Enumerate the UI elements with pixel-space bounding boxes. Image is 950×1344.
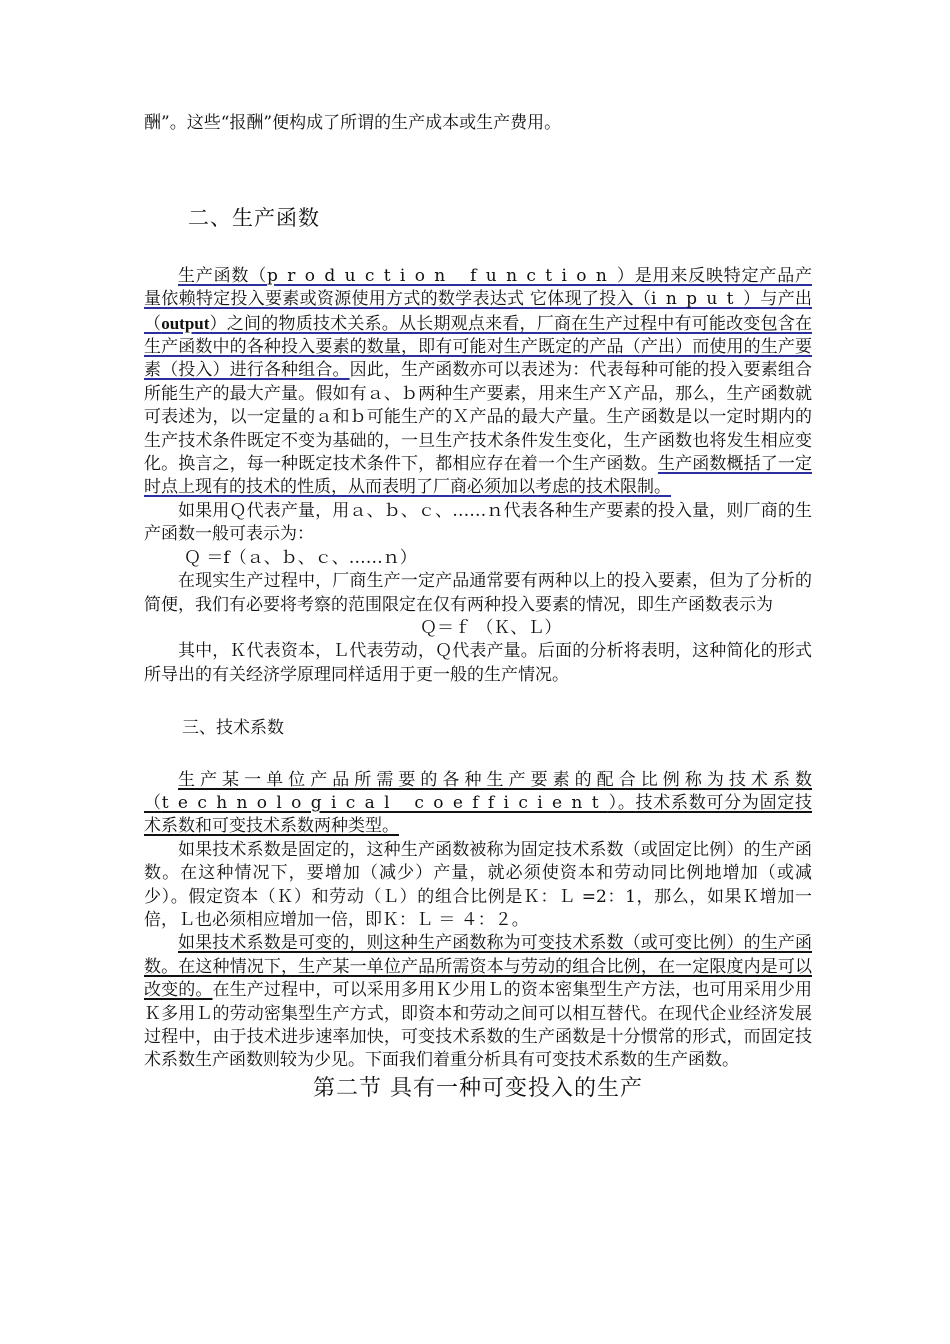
formula-general: Ｑ ＝f（ａ、ｂ、ｃ、……ｎ）: [184, 547, 417, 568]
underlined-coefficient-definition: 生产某一单位产品所需要的各种生产要素的配合比例称为技术系数（technological coefficient）。: [144, 769, 812, 813]
underlined-definition: 生产函数（production function）是用来反映特定产品产量依赖特定投入要素或资源使用方式的数学表达式 它体现了投入（input）与产出（output）之间的物质技术关系。从长期观点来看，厂商在生产过程中有可能改变包含在生产函数中的各种投入要素的数量，即有可能对生产既定的产品（产出）而使用的生产要素（投入）进行各种组合。: [144, 265, 813, 381]
paragraph-technical-coefficient-definition: [144, 769, 812, 839]
paragraph-general-form: 如果用Ｑ代表产量，用ａ、ｂ、ｃ、……ｎ代表各种生产要素的投入量，则厂商的生产函数一般可表示为：: [144, 500, 812, 545]
paragraph-continuation: 酬”。这些“报酬”便构成了所谓的生产成本或生产费用。: [144, 113, 562, 133]
heading-section-2: 第二节 具有一种可变投入的生产: [313, 1075, 643, 1101]
paragraph-variables: 其中，Ｋ代表资本，Ｌ代表劳动，Ｑ代表产量。后面的分析将表明，这种简化的形式所导出的有关经济学原理同样适用于更一般的生产情况。: [144, 641, 812, 685]
formula-two-inputs: Ｑ＝ｆ （Ｋ、Ｌ）: [420, 617, 562, 638]
underlined-coefficient-types: 技术系数可分为固定技术系数和可变技术系数两种类型。: [144, 792, 813, 837]
heading-technical-coefficient: 三、技术系数: [182, 718, 284, 739]
document-page: [144, 112, 812, 1100]
paragraph-fixed-coefficient: 如果技术系数是固定的，这种生产函数被称为固定技术系数（或固定比例）的生产函数。在这种情况下，要增加（减少）产量，就必须使资本和劳动同比例地增加（或减少）。假定资本（Ｋ）和劳动（Ｌ）的组合比例是Ｋ：Ｌ =2：1，那么，如果Ｋ增加一倍，Ｌ也必须相应增加一倍，即Ｋ：Ｌ ＝ ４：２。: [144, 839, 812, 930]
underlined-variable-coefficient: 如果技术系数是可变的，则这种生产函数称为可变技术系数（或可变比例）的生产函数。在这种情况下，生产某一单位产品所需资本与劳动的组合比例，在一定限度内是可以改变的。: [144, 933, 812, 1001]
underlined-summary: 生产函数概括了一定时点上现有的技术的性质，从而表明了厂商必须加以考虑的技术限制。: [144, 454, 813, 498]
paragraph-production-function-definition: 生产函数（production function）是用来反映特定产品产量依赖特定投入要素或资源使用方式的数学表达式 它体现了投入（input）与产出（output）之间的物质技术关系。从长期观点来看，厂商在生产过程中有可能改变包含在生产函数中的各种投入要素的数量，即有可能对生产既定的产品（产出）而使用的生产要素（投入）进行各种组合。因此，生产函数亦可以表述为：代表每种可能的投入要素组合所能生产的最大产量。假如有ａ、ｂ两种生产要素，用来生产Ｘ产品，那么，生产函数就可表述为，以一定量的ａ和ｂ可能生产的Ｘ产品的最大产量。生产函数是以一定时期内的生产技术条件既定不变为基础的，一旦生产技术条件发生变化，生产函数也将发生相应变化。换言之，每一种既定技术条件下，都相应存在着一个生产函数。生产函数概括了一定时点上现有的技术的性质，从而表明了厂商必须加以考虑的技术限制。: [144, 265, 813, 498]
paragraph-two-inputs: 在现实生产过程中，厂商生产一定产品通常要有两种以上的投入要素，但为了分析的简便，我们有必要将考察的范围限定在仅有两种投入要素的情况，即生产函数表示为: [144, 571, 812, 615]
heading-production-function: 二、生产函数: [188, 206, 320, 231]
paragraph-variable-coefficient: 如果技术系数是可变的，则这种生产函数称为可变技术系数（或可变比例）的生产函数。在这种情况下，生产某一单位产品所需资本与劳动的组合比例，在一定限度内是可以改变的。在生产过程中，可以采用多用Ｋ少用Ｌ的资本密集型生产方法，也可用采用少用Ｋ多用Ｌ的劳动密集型生产方式，即资本和劳动之间可以相互替代。在现代企业经济发展过程中，由于技术进步速率加快，可变技术系数的生产函数是十分惯常的形式，而固定技术系数生产函数则较为少见。下面我们着重分析具有可变技术系数的生产函数。: [144, 933, 813, 1071]
